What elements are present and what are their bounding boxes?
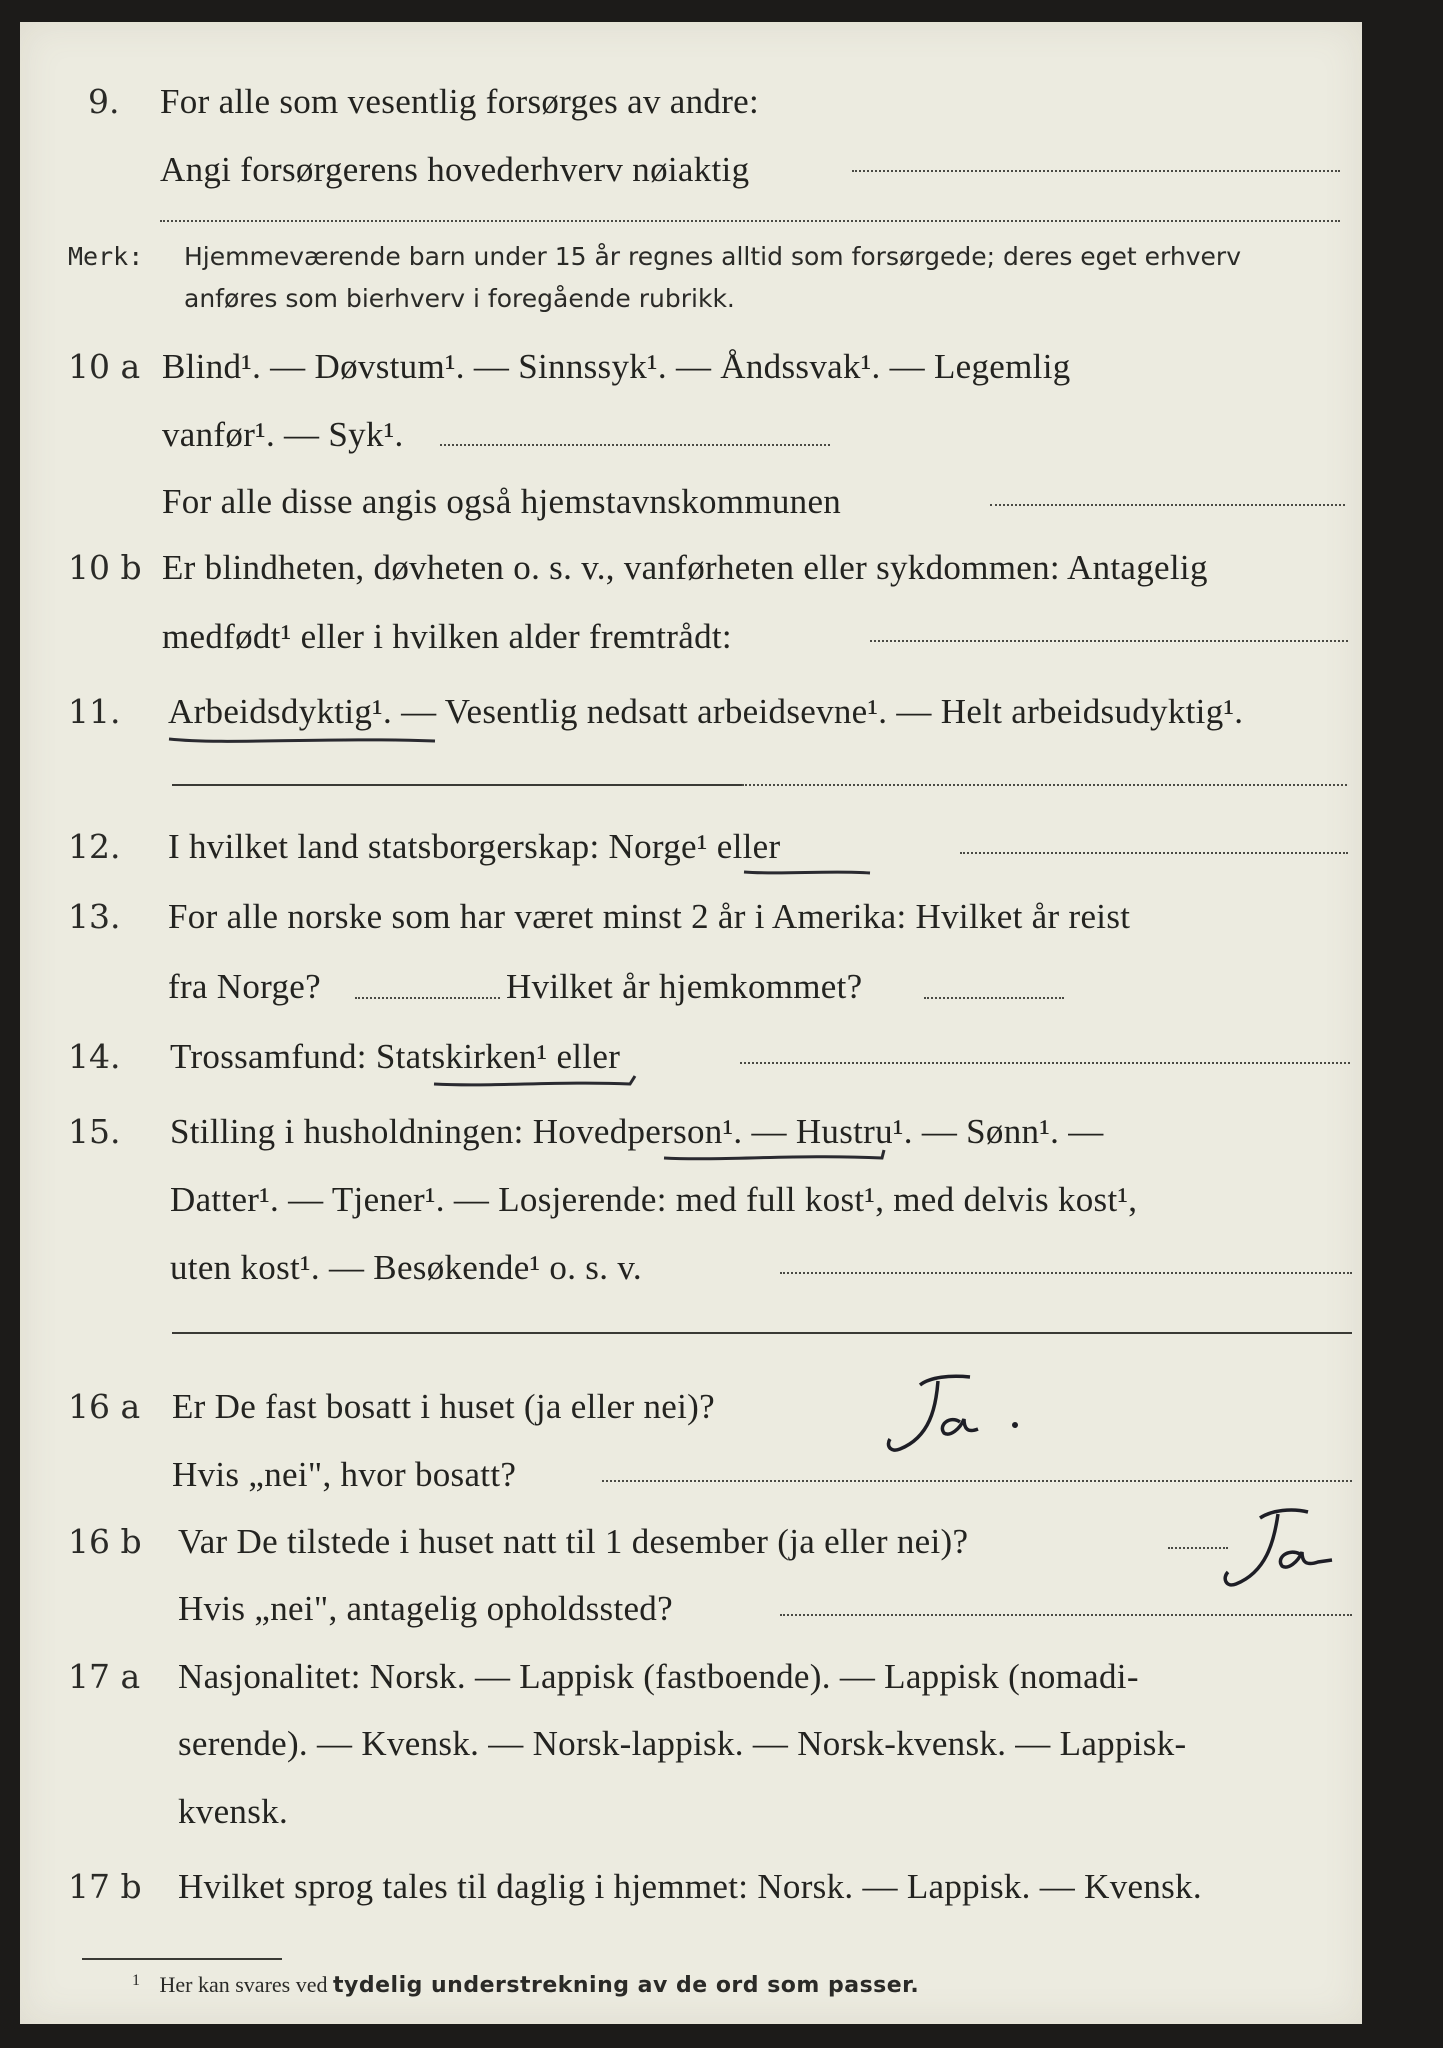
question-17b bbox=[20, 1857, 1362, 1917]
question-text: Blind¹. — Døvstum¹. — Sinnssyk¹. — Åndssvak¹. — Legemlig bbox=[162, 347, 1071, 386]
question-number: 10 a bbox=[68, 347, 141, 386]
question-number: 10 b bbox=[68, 548, 142, 587]
question-text bbox=[168, 817, 780, 877]
question-16a bbox=[20, 1377, 1362, 1437]
option-statskirken[interactable]: Statskirken¹ bbox=[375, 1037, 548, 1076]
question-text: For alle som vesentlig forsørges av andre: bbox=[160, 82, 760, 121]
question-text: Hvis „nei", antagelig opholdssted? bbox=[178, 1589, 673, 1628]
question-10a-line2 bbox=[20, 405, 1362, 465]
option-rest: — Vesentlig nedsatt arbeidsevne¹. — Helt arbeidsudyktig¹. bbox=[392, 692, 1244, 731]
question-text: Angi forsørgerens hovederhverv nøiaktig bbox=[160, 150, 750, 189]
question-number: 16 a bbox=[68, 1387, 141, 1426]
question-13 bbox=[20, 887, 1362, 947]
note-text: anføres som bierhverv i foregående rubrikk. bbox=[184, 284, 735, 313]
question-number: 12. bbox=[68, 827, 121, 866]
question-label: I hvilket land statsborgerskap: bbox=[168, 827, 609, 866]
question-text: Datter¹. — Tjener¹. — Losjerende: med full kost¹, med delvis kost¹, bbox=[170, 1180, 1138, 1219]
answer-field-12[interactable] bbox=[960, 852, 1348, 854]
question-suffix: eller bbox=[707, 827, 781, 866]
question-17a-line3 bbox=[20, 1782, 1362, 1842]
question-number: 11. bbox=[68, 692, 121, 731]
answer-field-16a[interactable] bbox=[602, 1480, 1352, 1482]
question-number: 9. bbox=[88, 82, 120, 121]
question-number: 16 b bbox=[68, 1522, 142, 1561]
answer-field-9b[interactable] bbox=[160, 220, 1340, 222]
question-label: Stilling i husholdningen: bbox=[170, 1112, 533, 1151]
footnote-text: Her kan svares ved bbox=[159, 1972, 333, 1997]
handwritten-underline bbox=[660, 1146, 890, 1168]
question-text: For alle norske som har været minst 2 år i Amerika: Hvilket år reist bbox=[168, 897, 1131, 936]
question-text: uten kost¹. — Besøkende¹ o. s. v. bbox=[170, 1248, 642, 1287]
footnote-marker: 1 bbox=[132, 1972, 140, 1989]
option-norge[interactable]: Norge¹ bbox=[608, 827, 708, 866]
question-text: fra Norge? bbox=[168, 967, 321, 1006]
answer-field-13-hjemkommet[interactable] bbox=[924, 997, 1064, 999]
question-9 bbox=[20, 72, 1362, 132]
question-10b bbox=[20, 538, 1362, 598]
separator-line bbox=[172, 784, 742, 786]
question-suffix: eller bbox=[547, 1037, 621, 1076]
answer-field-15[interactable] bbox=[780, 1272, 1352, 1274]
question-14 bbox=[20, 1027, 1362, 1087]
question-text: Er De fast bosatt i huset (ja eller nei)? bbox=[172, 1387, 715, 1426]
footnote-rule bbox=[82, 1958, 282, 1960]
question-text: For alle disse angis også hjemstavnskommunen bbox=[162, 482, 842, 521]
question-text: kvensk. bbox=[178, 1792, 289, 1831]
question-text: Hvilket sprog tales til daglig i hjemmet: Norsk. — Lappisk. — Kvensk. bbox=[178, 1867, 1202, 1906]
handwritten-underline bbox=[165, 727, 445, 749]
question-text: vanfør¹. — Syk¹. bbox=[162, 415, 404, 454]
question-label: Trossamfund: bbox=[170, 1037, 376, 1076]
question-text: Hvilket år hjemkommet? bbox=[506, 967, 863, 1006]
question-12 bbox=[20, 817, 1362, 877]
question-text: Hvis „nei", hvor bosatt? bbox=[172, 1455, 517, 1494]
question-17a-line2 bbox=[20, 1714, 1362, 1774]
answer-field-14[interactable] bbox=[740, 1062, 1350, 1064]
handwritten-underline bbox=[740, 862, 880, 882]
question-10a-line3 bbox=[20, 472, 1362, 532]
census-form-page bbox=[20, 22, 1362, 2024]
answer-field-10a[interactable] bbox=[440, 444, 830, 446]
question-number: 17 a bbox=[68, 1657, 141, 1696]
question-17a bbox=[20, 1647, 1362, 1707]
question-10a bbox=[20, 337, 1362, 397]
question-15-line2 bbox=[20, 1170, 1362, 1230]
question-16a-line2 bbox=[20, 1445, 1362, 1505]
footnote-bold-text: tydelig understrekning av de ord som passer. bbox=[333, 1973, 920, 1998]
question-number: 14. bbox=[68, 1037, 121, 1076]
answer-field-13-reist[interactable] bbox=[355, 997, 500, 999]
answer-field-11[interactable] bbox=[742, 784, 1347, 786]
question-number: 15. bbox=[68, 1112, 121, 1151]
question-text: serende). — Kvensk. — Norsk-lappisk. — Norsk-kvensk. — Lappisk- bbox=[178, 1724, 1187, 1763]
question-text: Nasjonalitet: Norsk. — Lappisk (fastboende). — Lappisk (nomadi- bbox=[178, 1657, 1139, 1696]
question-text: Var De tilstede i huset natt til 1 desember (ja eller nei)? bbox=[178, 1522, 969, 1561]
question-10b-line2 bbox=[20, 607, 1362, 667]
option-hovedperson[interactable]: Hovedperson¹. bbox=[532, 1112, 743, 1151]
answer-field-10b[interactable] bbox=[870, 640, 1348, 642]
answer-field-16b-opholdssted[interactable] bbox=[780, 1614, 1352, 1616]
footnote bbox=[132, 1972, 919, 1998]
question-text: Er blindheten, døvheten o. s. v., vanførheten eller sykdommen: Antagelig bbox=[162, 548, 1208, 587]
question-number: 17 b bbox=[68, 1867, 142, 1906]
question-text: medfødt¹ eller i hvilken alder fremtrådt: bbox=[162, 617, 732, 656]
separator-line bbox=[172, 1332, 1352, 1334]
handwritten-underline bbox=[430, 1072, 640, 1094]
question-16b-line2 bbox=[20, 1579, 1362, 1639]
note-label: Merk: bbox=[68, 242, 144, 271]
answer-field-9[interactable] bbox=[852, 170, 1340, 172]
answer-field-10a-kommune[interactable] bbox=[990, 504, 1345, 506]
question-options: — Hustru¹. — Sønn¹. — bbox=[742, 1112, 1104, 1151]
note-text: Hjemmeværende barn under 15 år regnes alltid som forsørgede; deres eget erhverv bbox=[184, 242, 1241, 271]
option-arbeidsdyktig[interactable]: Arbeidsdyktig¹. bbox=[168, 692, 393, 731]
question-text bbox=[170, 1102, 1104, 1162]
question-16b bbox=[20, 1512, 1362, 1572]
question-number: 13. bbox=[68, 897, 121, 936]
question-13-line2 bbox=[20, 957, 1362, 1017]
question-15-line3 bbox=[20, 1238, 1362, 1298]
